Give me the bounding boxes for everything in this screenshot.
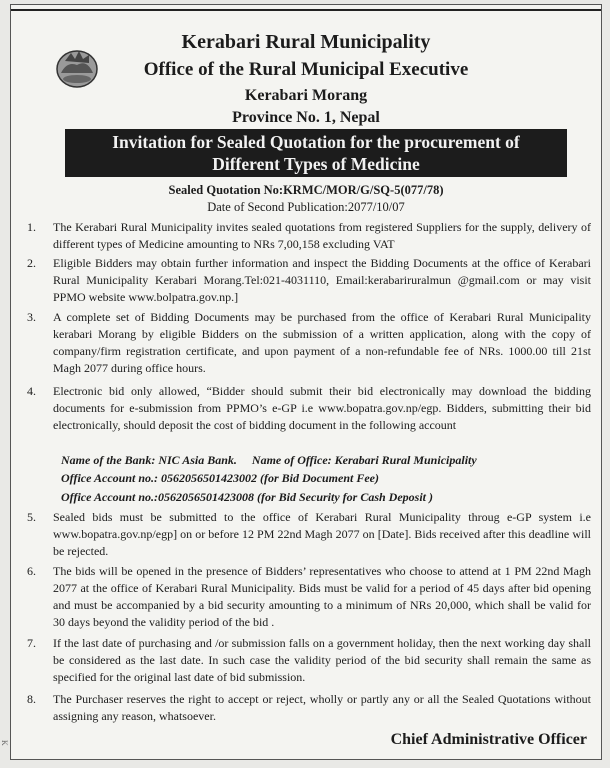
publication-date: Date of Second Publication:2077/10/07 — [207, 200, 405, 214]
district-name: Kerabari Morang — [244, 87, 368, 104]
list-item: 8. The Purchaser reserves the right to accept or reject, wholly or partly any or all the Sealed Quotations without assigning any reason, whatsoever. — [27, 692, 591, 723]
quotation-number: Sealed Quotation No:KRMC/MOR/G/SQ-5(077/78) — [168, 183, 444, 197]
banner-line-1: Invitation for Sealed Quotation for the procurement of — [112, 132, 520, 152]
list-item: 1. The Kerabari Rural Municipality invites sealed quotations from registered Suppliers for the supply, delivery of different types of Medicine amounting to NRs 7,00,158 excluding VAT — [27, 220, 591, 251]
list-item: 4. Electronic bid only allowed, “Bidder should submit their bid electronically may download the bidding documents for e-submission from PPMO’s e-GP i.e www.bopatra.gov.np/egp. Bidders, submitting their bid electronically, should deposit the cost of bidding document in the following account — [27, 384, 591, 432]
title-banner — [65, 129, 567, 177]
list-item: 6. The bids will be opened in the presence of Bidders’ representatives who choose to attend at 1 PM 22nd Magh 2077 at the office of Kerabari Rural Municipality. Bids must be valid for a period of 45 days after bid opening and must be accompanied by a bid security amounting to a minimum of NRs 20,000, which shall be valid for 30 days beyond the validity period of the bid . — [27, 564, 591, 629]
bank-name-line: Name of the Bank: NIC Asia Bank. Name of Office: Kerabari Rural Municipality — [61, 453, 477, 467]
province-name: Province No. 1, Nepal — [232, 109, 380, 126]
notice-page — [10, 4, 602, 760]
top-rule — [11, 9, 601, 11]
list-item: 5. Sealed bids must be submitted to the office of Kerabari Rural Municipality throug e-GP system i.e www.bopatra.gov.np/egp] on or before 12 PM 22nd Magh 2077 on [Date]. Bids received after this deadline will be rejected. — [27, 510, 591, 558]
account-security-line: Office Account no.:0562056501423008 (for Bid Security for Cash Deposit ) — [61, 490, 433, 504]
list-item: 3. A complete set of Bidding Documents may be purchased from the office of Kerabari Rural Municipality kerabari Morang by eligible Bidders on the submission of a written application, along with the copy of company/firm registration certificate, and upon payment of a non-refundable fee of NRs. 1000.00 till 21st Magh 2077 during office hours. — [27, 310, 591, 375]
list-item: 2. Eligible Bidders may obtain further information and inspect the Bidding Documents at the office of Kerabari Rural Municipality Kerabari Morang.Tel:021-4031110, Email:kerabariruralmun @gmail.com or may visit PPMO website www.bolpatra.gov.np.] — [27, 256, 591, 304]
account-fee-line: Office Account no.: 0562056501423002 (for Bid Document Fee) — [61, 471, 379, 485]
list-item: 7. If the last date of purchasing and /or submission falls on a government holiday, then the next working day shall be considered as the last date. In such case the validity period of the bid security shall remain the same as specified for the original last date of bid submission. — [27, 636, 591, 684]
signature-title: Chief Administrative Officer — [390, 731, 587, 748]
banner-line-2: Different Types of Medicine — [212, 154, 420, 174]
municipality-name: Kerabari Rural Municipality — [181, 31, 431, 53]
side-mark: K — [0, 740, 9, 746]
office-name: Office of the Rural Municipal Executive — [143, 59, 469, 80]
